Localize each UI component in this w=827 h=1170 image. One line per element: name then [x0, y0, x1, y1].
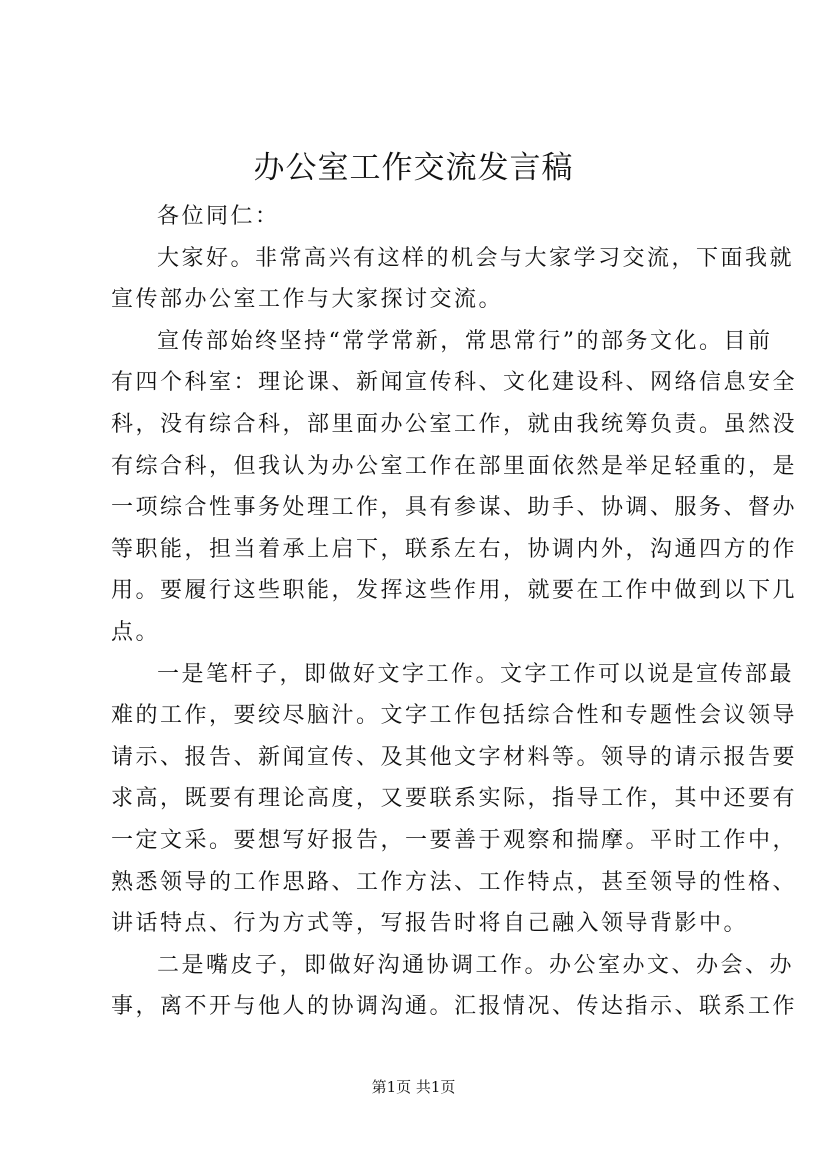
- paragraph-line: 求高，既要有理论高度，又要联系实际，指导工作，其中还要有: [111, 786, 798, 812]
- paragraph-line: 用。要履行这些职能，发挥这些作用，就要在工作中做到以下几: [111, 578, 798, 604]
- paragraph-line: 难的工作，要绞尽脑汁。文字工作包括综合性和专题性会议领导: [111, 703, 798, 729]
- paragraph-line: 等职能，担当着承上启下，联系左右，协调内外，沟通四方的作: [111, 536, 798, 562]
- paragraph-line: 请示、报告、新闻宣传、及其他文字材料等。领导的请示报告要: [111, 744, 798, 770]
- salutation-line: 各位同仁：: [157, 204, 280, 229]
- paragraph-line: 大家好。非常高兴有这样的机会与大家学习交流，下面我就: [157, 245, 795, 271]
- paragraph-line: 熟悉领导的工作思路、工作方法、工作特点，甚至领导的性格、: [111, 869, 798, 895]
- paragraph-line: 点。: [111, 619, 161, 645]
- paragraph-line: 事，离不开与他人的协调沟通。汇报情况、传达指示、联系工作: [111, 994, 798, 1020]
- paragraph-line: 讲话特点、行为方式等，写报告时将自己融入领导背影中。: [111, 911, 749, 937]
- paragraph-line: 一项综合性事务处理工作，具有参谋、助手、协调、服务、督办: [111, 495, 798, 521]
- paragraph-line: 宣传部办公室工作与大家探讨交流。: [111, 287, 504, 313]
- paragraph-line: 有四个科室：理论课、新闻宣传科、文化建设科、网络信息安全: [111, 370, 798, 396]
- document-title: 办公室工作交流发言稿: [253, 150, 574, 186]
- paragraph-line: 一是笔杆子，即做好文字工作。文字工作可以说是宣传部最: [157, 661, 795, 687]
- page-footer: 第1页 共1页: [371, 1078, 456, 1096]
- paragraph-line: 有综合科，但我认为办公室工作在部里面依然是举足轻重的，是: [111, 453, 798, 479]
- paragraph-line: 科，没有综合科，部里面办公室工作，就由我统筹负责。虽然没: [111, 411, 798, 437]
- paragraph-line: 一定文采。要想写好报告，一要善于观察和揣摩。平时工作中，: [111, 827, 798, 853]
- paragraph-line: 二是嘴皮子，即做好沟通协调工作。办公室办文、办会、办: [157, 952, 795, 978]
- paragraph-line: 宣传部始终坚持“常学常新，常思常行”的部务文化。目前: [157, 328, 773, 354]
- document-body: [111, 196, 798, 1028]
